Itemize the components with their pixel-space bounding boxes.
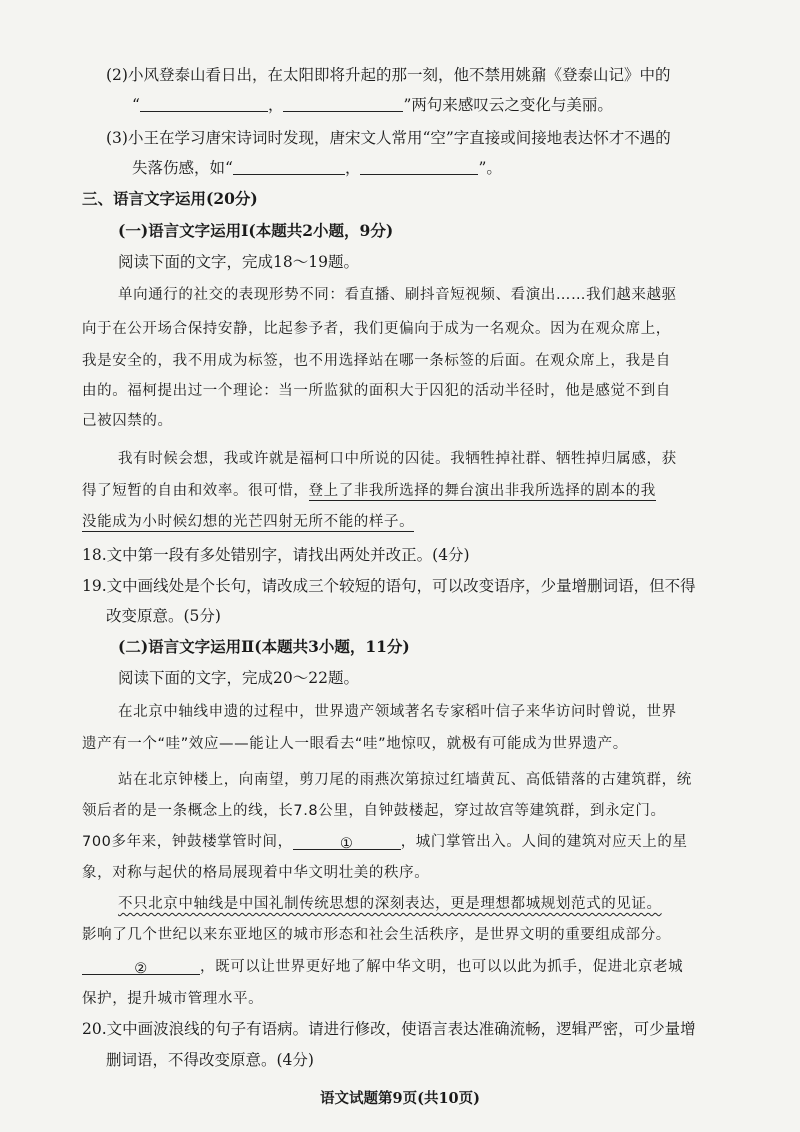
question-20-line-2: 删词语，不得改变原意。(4分): [106, 1051, 314, 1069]
question-3-line-1: (3)小王在学习唐宋诗词时发现，唐宋文人常用“空”字直接或间接地表达怀才不遇的: [106, 129, 671, 147]
part-1-instruction: 阅读下面的文字，完成18～19题。: [118, 253, 359, 271]
part-2-heading: (二)语言文字运用Ⅱ(本题共3小题，11分): [118, 637, 410, 656]
passage-4-line: 领后者的是一条概念上的线，长7.8公里，自钟鼓楼起，穿过故宫等建筑群，到永定门。: [82, 803, 666, 819]
part-2-instruction: 阅读下面的文字，完成20～22题。: [118, 669, 359, 687]
passage-5-line: 影响了几个世纪以来东亚地区的城市形态和社会生活秩序，是世界文明的重要组成部分。: [82, 927, 671, 943]
passage-1-line: 向于在公开场合保持安静，比起参予者，我们更偏向于成为一名观众。因为在观众席上，: [82, 321, 671, 337]
underlined-sentence: 没能成为小时候幻想的光芒四射无所不能的样子。: [82, 514, 415, 530]
passage-2-line: 得了短暂的自由和效率。很可惜，登上了非我所选择的舞台演出非我所选择的剧本的我: [82, 483, 656, 499]
underlined-sentence: 登上了非我所选择的舞台演出非我所选择的剧本的我: [308, 483, 656, 499]
passage-4-line: 象，对称与起伏的格局展现着中华文明壮美的秩序。: [82, 865, 430, 881]
passage-1-line: 单向通行的社交的表现形势不同：看直播、刷抖音短视频、看演出……我们越来越驱: [118, 287, 677, 303]
question-2-line-2: “ ， ”两句来感叹云之变化与美丽。: [132, 96, 613, 114]
section-3-title: 三、语言文字运用(20分): [82, 189, 258, 208]
answer-blank[interactable]: [140, 95, 268, 112]
question-19-line-1: 19.文中画线处是个长句，请改成三个较短的语句，可以改变语序，少量增删词语，但不得: [82, 577, 696, 595]
passage-2-line: [82, 511, 414, 533]
passage-2-line: 我有时候会想，我或许就是福柯口中所说的囚徒。我牺牲掉社群、牺牲掉归属感，获: [118, 451, 677, 467]
passage-1-line: 我是安全的，我不用成为标签，也不用选择站在哪一条标签的后面。在观众席上，我是自: [82, 353, 671, 369]
passage-3-line: 在北京中轴线申遗的过程中，世界遗产领域著名专家稻叶信子来华访问时曾说，世界: [118, 704, 677, 720]
answer-blank[interactable]: [283, 95, 403, 112]
answer-blank[interactable]: [360, 158, 478, 175]
question-19-line-2: 改变原意。(5分): [106, 607, 221, 625]
passage-4-line: 700多年来，钟鼓楼掌管时间， ① ，城门掌管出入。人间的建筑对应天上的星: [82, 834, 688, 852]
passage-5-line: [118, 893, 662, 915]
passage-5-line: 保护，提升城市管理水平。: [82, 991, 264, 1007]
part-1-heading: (一)语言文字运用Ⅰ(本题共2小题，9分): [118, 221, 394, 240]
passage-1-line: 己被囚禁的。: [82, 413, 173, 429]
fill-blank-1[interactable]: ①: [293, 833, 401, 850]
question-18: 18.文中第一段有多处错别字，请找出两处并改正。(4分): [82, 546, 470, 564]
answer-blank[interactable]: [233, 158, 345, 175]
question-20-line-1: 20.文中画波浪线的句子有语病。请进行修改，使语言表达准确流畅，逻辑严密，可少量增: [82, 1020, 696, 1038]
question-3-line-2: 失落伤感，如“ ， ”。: [132, 159, 502, 177]
fill-blank-2[interactable]: ②: [82, 958, 200, 975]
page-footer: 语文试题第9页(共10页): [320, 1090, 480, 1107]
passage-4-line: 站在北京钟楼上，向南望，剪刀尾的雨燕次第掠过红墙黄瓦、高低错落的古建筑群，统: [118, 772, 692, 788]
passage-3-line: 遗产有一个“哇”效应——能让人一眼看去“哇”地惊叹，就极有可能成为世界遗产。: [82, 736, 628, 752]
passage-1-line: 由的。福柯提出过一个理论：当一所监狱的面积大于囚犯的活动半径时，他是感觉不到自: [82, 383, 671, 399]
wavy-underlined-sentence: 不只北京中轴线是中国礼制传统思想的深刻表达，更是理想都城规划范式的见证。: [118, 896, 662, 912]
passage-5-line: ② ，既可以让世界更好地了解中华文明，也可以以此为抓手，促进北京老城: [82, 956, 683, 978]
question-2-line-1: (2)小风登泰山看日出，在太阳即将升起的那一刻，他不禁用姚鼐《登泰山记》中的: [106, 66, 671, 84]
